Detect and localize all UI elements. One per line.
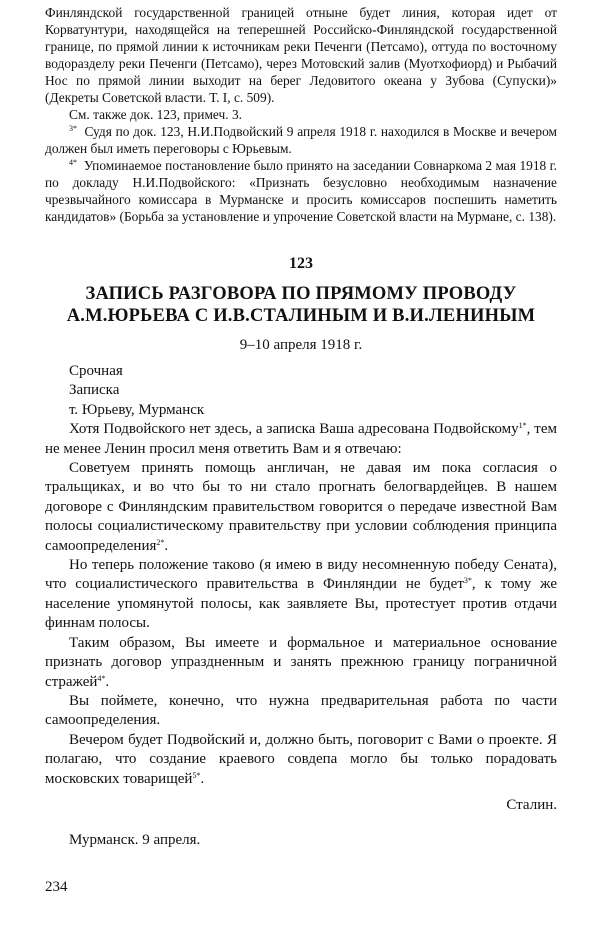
- paragraph-3-text-b: , к тому же население упомянутой полосы, как заявляете Вы, протестует против отдачи финнам полосы.: [45, 576, 557, 632]
- footnote-ref-5: 5*: [192, 770, 201, 780]
- document-date: 9–10 апреля 1918 г.: [239, 337, 363, 353]
- paragraph-2-text-b: .: [164, 537, 169, 554]
- paragraph-6-text-b: .: [200, 770, 205, 787]
- footnote-3: [45, 123, 557, 157]
- footnote-ref-2: 2*: [156, 537, 165, 547]
- urgent-mark: Срочная: [69, 363, 123, 379]
- document-page: [45, 0, 557, 896]
- footnote-ref-1: 1*: [518, 421, 527, 431]
- paragraph-1-text-b: , тем не менее Ленин просил меня ответить Вам и я отвечаю:: [45, 421, 557, 457]
- note-label: Записка: [69, 382, 120, 399]
- paragraph-3-text-a: Но теперь положение таково (я имею в виду несомненную победу Сената), что социалистического правительства в Финляндии не будет: [45, 557, 557, 593]
- footnote-4: [45, 157, 557, 225]
- document-title: [45, 283, 557, 327]
- document-title-line-2: А.М.ЮРЬЕВА С И.В.СТАЛИНЫМ И В.И.ЛЕНИНЫМ: [66, 306, 536, 326]
- footnote-ref-3: 3*: [463, 576, 472, 586]
- footnote-see-also: [45, 106, 557, 123]
- paragraph-6: [45, 731, 557, 789]
- signature: Сталин.: [506, 796, 557, 813]
- addressee: т. Юрьеву, Мурманск: [69, 401, 205, 418]
- paragraph-6-text-a: Вечером будет Подвойский и, должно быть, поговорит с Вами о проекте. Я полагаю, что создание краевого совдепа могло бы только порадовать московских товарищей: [45, 731, 557, 787]
- place-date: Мурманск. 9 апреля.: [69, 831, 201, 848]
- paragraph-1-text-a: Хотя Подвойского нет здесь, а записка Ваша адресована Подвойскому: [69, 421, 519, 438]
- footnote-4-mark: 4*: [69, 158, 77, 167]
- paragraph-5: Вы поймете, конечно, что нужна предварительная работа по части самоопределения.: [45, 692, 557, 729]
- paragraph-3: [45, 556, 557, 634]
- footnote-continuation-text: Финляндской государственной границей отныне будет линия, которая идет от Корватунтури, находящейся на теперешней Российско-Финляндской государственной границе, по прямой линии к источникам реки Печенги (Петсамо), оттуда по восточному водоразделу реки Печенги (Петсамо), через Мотовский залив (Муотхофиорд) и Рыбачий Нос по прямой линии выходит на берег Ледовитого океана у Зубова (Супуски)» (Декреты Советской власти. Т. I, с. 509).: [45, 5, 557, 105]
- footnote-4-text: Упоминаемое постановление было принято на заседании Совнаркома 2 мая 1918 г. по докладу Н.И.Подвойского: «Признать безусловно необходимым назначение чрезвычайного комиссара в Мурманске и просить комиссаров поспешить наметить кандидатов» (Борьба за установление и упрочение Советской власти на Мурмане, с. 138).: [45, 158, 557, 224]
- document-number: 123: [289, 255, 313, 272]
- paragraph-4-text-b: .: [105, 673, 110, 690]
- footnote-continuation: [45, 4, 557, 106]
- document-title-line-1: ЗАПИСЬ РАЗГОВОРА ПО ПРЯМОМУ ПРОВОДУ: [85, 284, 517, 304]
- paragraph-2-text-a: Советуем принять помощь англичан, не давая им пока согласия о тральщиках, и во что бы то ни стало прогнать белогвардейцев. В нашем договоре с Финляндским правительством говорится о передаче известной Вам полосы социалистическому правительству при условии соблюдения принципа самоопределения: [45, 460, 557, 554]
- paragraph-4: [45, 634, 557, 692]
- paragraph-1: [45, 420, 557, 459]
- footnote-ref-4: 4*: [97, 673, 106, 683]
- paragraph-2: [45, 459, 557, 556]
- paragraph-4-text-a: Таким образом, Вы имеете и формальное и материальное основание признать договор упраздненным и занять прежнюю границу пограничной стражей: [45, 634, 557, 690]
- footnote-see-also-text: См. также док. 123, примеч. 3.: [69, 107, 243, 122]
- page-number: 234: [45, 878, 68, 895]
- footnote-3-text: Судя по док. 123, Н.И.Подвойский 9 апреля 1918 г. находился в Москве и вечером должен был иметь переговоры с Юрьевым.: [45, 124, 557, 156]
- footnote-3-mark: 3*: [69, 124, 77, 133]
